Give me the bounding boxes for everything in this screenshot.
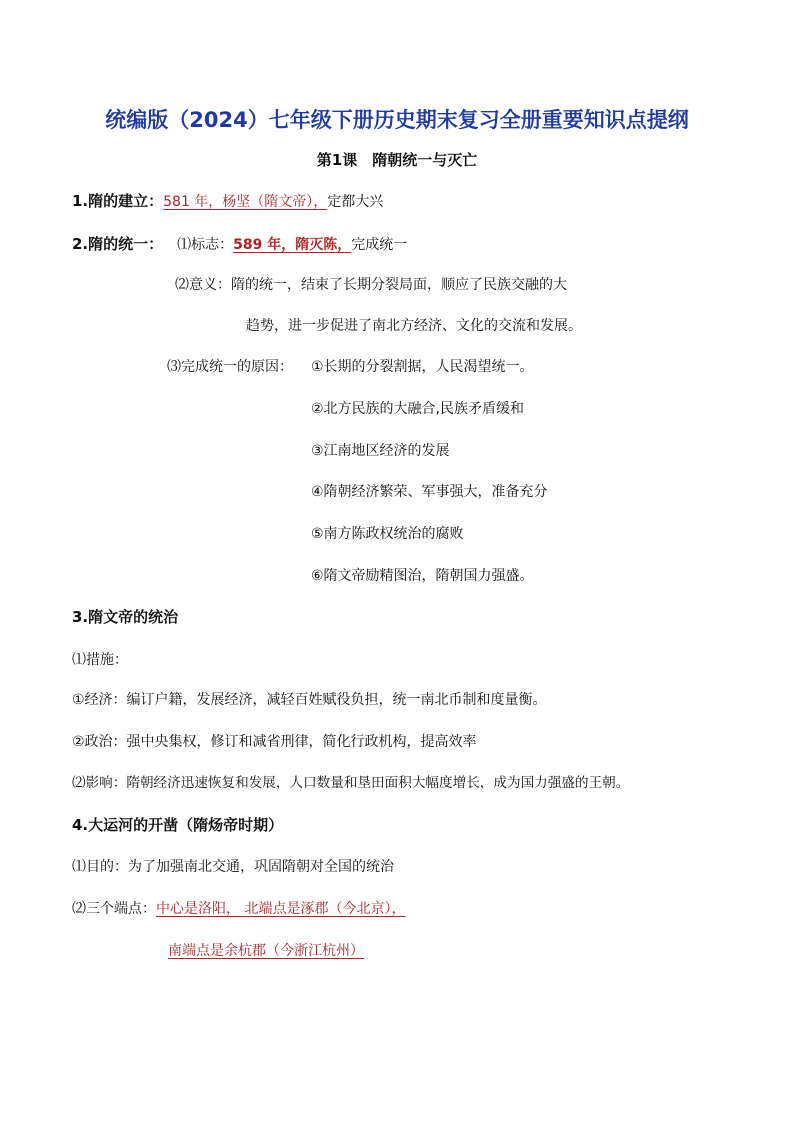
meaning-line-2: 趋势，进一步促进了南北方经济、文化的交流和发展。 — [246, 318, 582, 334]
reasons-label: ⑶完成统一的原因： — [167, 359, 293, 375]
canal-ends-highlight-2: 南端点是余杭郡（今浙江杭州） — [168, 943, 364, 959]
canal-ends-highlight-1: 中心是洛阳， 北端点是涿郡（今北京）， — [156, 901, 406, 917]
section-3-heading: 3.隋文帝的统治 — [72, 608, 179, 626]
measures-label: ⑴措施： — [72, 652, 128, 668]
measure-economy: ①经济：编订户籍，发展经济，减轻百姓赋役负担，统一南北币制和度量衡。 — [72, 692, 547, 708]
reason-item: ④隋朝经济繁荣、军事强大，准备充分 — [311, 484, 548, 500]
section-1-label: 1.隋的建立： — [72, 192, 164, 210]
section-4-heading: 4.大运河的开凿（隋炀帝时期） — [72, 816, 284, 834]
section-1 — [72, 191, 383, 212]
page-title: 统编版（2024）七年级下册历史期末复习全册重要知识点提纲 — [105, 108, 689, 132]
section-2 — [72, 234, 407, 255]
meaning-line-1: ⑵意义：隋的统一，结束了长期分裂局面，顺应了民族交融的大 — [175, 277, 567, 293]
canal-ends-label: ⑵三个端点： — [72, 901, 156, 917]
reason-item: ②北方民族的大融合,民族矛盾缓和 — [311, 401, 525, 417]
canal-ends — [72, 899, 405, 919]
impact: ⑵影响：隋朝经济迅速恢复和发展，人口数量和垦田面积大幅度增长，成为国力强盛的王朝。 — [72, 775, 630, 791]
reason-item: ⑤南方陈政权统治的腐败 — [311, 526, 464, 542]
section-1-highlight: 581 年，杨坚（隋文帝）， — [163, 194, 328, 210]
sign-label: ⑴标志： — [177, 237, 234, 253]
reason-item: ⑥隋文帝励精图治，隋朝国力强盛。 — [311, 568, 534, 584]
sign-highlight: 589 年，隋灭陈， — [233, 237, 352, 253]
measure-politics: ②政治：强中央集权，修订和减省刑律，简化行政机构，提高效率 — [72, 734, 477, 750]
reason-item: ①长期的分裂割据，人民渴望统一。 — [311, 359, 534, 375]
canal-purpose: ⑴目的：为了加强南北交通，巩固隋朝对全国的统治 — [72, 859, 394, 875]
section-2-label: 2.隋的统一： — [72, 235, 164, 253]
sign-rest: 完成统一 — [351, 237, 408, 253]
reason-item: ③江南地区经济的发展 — [311, 443, 450, 459]
section-1-rest: 定都大兴 — [327, 194, 384, 210]
lesson-title: 第1课 隋朝统一与灭亡 — [316, 151, 478, 169]
